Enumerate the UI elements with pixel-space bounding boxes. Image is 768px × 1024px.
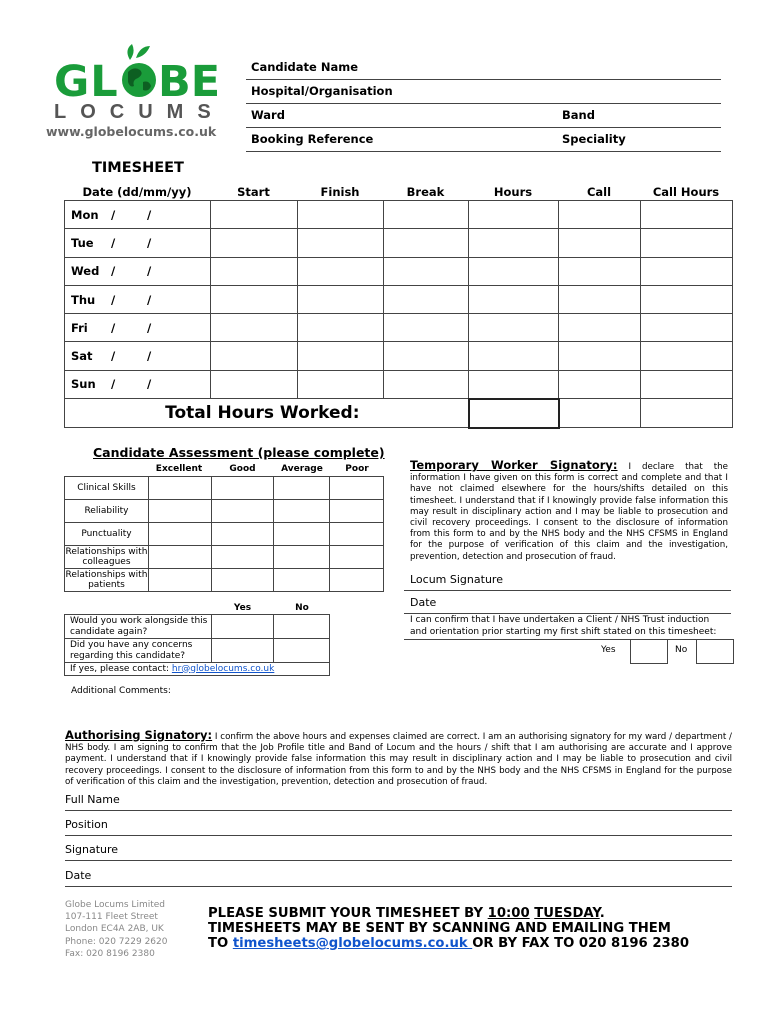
induction-yes-label: Yes — [601, 645, 616, 655]
average-rating-cell[interactable] — [274, 569, 330, 592]
temp-worker-text: I declare that the information I have given on this form is correct and complete and that I have not claimed elsewhere for the hours/shifts detailed on this timesheet. I understand that if I knowingly provide false information this may result in disciplinary action and I may be liable to prosecution and civil recovery proceedings. I consent to the disclosure of information from this form to and by the NHS body and the NHS CFSMS in England for the purpose of verification of this claim and the investigation, prevention, detection and prosecution of fraud. — [410, 462, 728, 562]
contact-prefix: If yes, please contact: — [70, 663, 172, 674]
timesheet-table — [64, 200, 733, 429]
table-row — [65, 615, 330, 639]
field-label: Date — [65, 869, 92, 882]
total-hours-cell[interactable] — [469, 399, 559, 428]
day-date-cell[interactable] — [65, 257, 211, 285]
column-header: Call — [586, 185, 612, 199]
start-cell[interactable] — [211, 314, 298, 342]
yes-checkbox[interactable] — [211, 639, 274, 663]
field-label: Candidate Name — [251, 60, 359, 74]
finish-cell[interactable] — [298, 285, 384, 313]
good-rating-cell[interactable] — [211, 500, 274, 523]
rating-header: Poor — [345, 464, 369, 474]
date-field[interactable] — [65, 864, 732, 887]
induction-no-label: No — [675, 645, 688, 655]
svg-text:GL: GL — [54, 57, 119, 104]
excellent-rating-cell[interactable] — [148, 569, 211, 592]
column-header: Start — [237, 185, 270, 199]
good-rating-cell[interactable] — [211, 569, 274, 592]
timesheet-row — [65, 314, 733, 342]
poor-rating-cell[interactable] — [330, 477, 384, 500]
website-url[interactable]: www.globelocums.co.uk — [46, 124, 217, 139]
total-callhours-cell[interactable] — [641, 399, 733, 428]
finish-cell[interactable] — [298, 201, 384, 229]
day-label: Mon — [71, 207, 99, 222]
candidate-name-field[interactable] — [246, 55, 721, 80]
submit-time: 10:00 — [487, 906, 530, 921]
no-checkbox[interactable] — [274, 639, 330, 663]
good-rating-cell[interactable] — [211, 546, 274, 569]
finish-cell[interactable] — [298, 370, 384, 398]
company-address — [65, 899, 167, 960]
submit-day: TUESDAY — [534, 906, 600, 921]
assessment-title: Candidate Assessment (please complete) — [93, 445, 385, 460]
day-date-cell[interactable] — [65, 229, 211, 257]
submit-text: . — [599, 906, 605, 921]
date-slash: / — [147, 292, 152, 307]
authorising-declaration — [65, 730, 732, 788]
assessment-row — [65, 546, 384, 569]
hours-cell[interactable] — [469, 285, 559, 313]
globe-icon — [122, 44, 156, 97]
assessment-table — [64, 476, 384, 592]
hours-cell[interactable] — [469, 342, 559, 370]
hours-cell[interactable] — [469, 314, 559, 342]
table-row — [65, 639, 330, 663]
day-label: Tue — [71, 235, 94, 250]
call-cell[interactable] — [559, 342, 641, 370]
day-label: Wed — [71, 264, 100, 279]
criterion-label: Relationships with colleagues — [65, 547, 148, 567]
total-call-cell[interactable] — [559, 399, 641, 428]
address-line: Fax: 020 8196 2380 — [65, 948, 155, 959]
timesheet-row — [65, 370, 733, 398]
field-label: Ward — [251, 108, 285, 122]
excellent-rating-cell[interactable] — [148, 477, 211, 500]
address-line: Phone: 020 7229 2620 — [65, 936, 168, 947]
additional-comments-label: Additional Comments: — [71, 686, 171, 696]
date-slash: / — [147, 207, 152, 222]
excellent-rating-cell[interactable] — [148, 546, 211, 569]
field-label: Full Name — [65, 793, 120, 806]
contact-email-link[interactable]: hr@globelocums.co.uk — [171, 663, 275, 674]
assessment-row — [65, 500, 384, 523]
feedback-table — [64, 614, 330, 676]
yes-header: Yes — [233, 603, 252, 613]
field-label: Band — [562, 108, 595, 122]
day-label: Sat — [71, 349, 93, 364]
date-slash: / — [111, 349, 116, 364]
address-line: Globe Locums Limited — [65, 900, 165, 910]
date-slash: / — [147, 320, 152, 335]
start-cell[interactable] — [211, 285, 298, 313]
finish-cell[interactable] — [298, 314, 384, 342]
hospital-field[interactable] — [246, 79, 721, 104]
timesheet-row — [65, 285, 733, 313]
criterion-label: Reliability — [65, 500, 149, 523]
submit-instructions — [208, 906, 689, 951]
date-slash: / — [111, 235, 116, 250]
address-line: 107-111 Fleet Street — [65, 912, 158, 923]
ward-band-field[interactable] — [246, 103, 721, 128]
column-header: Break — [406, 185, 445, 199]
break-cell[interactable] — [384, 229, 469, 257]
logo-subtext — [52, 99, 232, 127]
poor-rating-cell[interactable] — [330, 523, 384, 546]
field-label: Date — [410, 596, 437, 609]
good-rating-cell[interactable] — [211, 523, 274, 546]
date-slash: / — [111, 207, 116, 222]
start-cell[interactable] — [211, 257, 298, 285]
hours-cell[interactable] — [469, 229, 559, 257]
finish-cell[interactable] — [298, 342, 384, 370]
break-cell[interactable] — [384, 370, 469, 398]
finish-cell[interactable] — [298, 257, 384, 285]
day-date-cell[interactable] — [65, 370, 211, 398]
field-label: Hospital/Organisation — [251, 84, 393, 98]
day-label: Thu — [71, 292, 96, 307]
column-header: Finish — [320, 185, 360, 199]
assessment-row — [65, 523, 384, 546]
rating-header: Excellent — [155, 464, 203, 474]
date-slash: / — [147, 349, 152, 364]
good-rating-cell[interactable] — [211, 477, 274, 500]
authorising-title: Authorising Signatory: — [65, 728, 213, 742]
call-cell[interactable] — [559, 257, 641, 285]
call-hours-cell[interactable] — [641, 342, 733, 370]
call-cell[interactable] — [559, 285, 641, 313]
average-rating-cell[interactable] — [274, 523, 330, 546]
call-hours-cell[interactable] — [641, 201, 733, 229]
total-row — [65, 399, 733, 428]
call-hours-cell[interactable] — [641, 285, 733, 313]
call-cell[interactable] — [559, 229, 641, 257]
criterion-label: Clinical Skills — [65, 477, 149, 500]
call-cell[interactable] — [559, 314, 641, 342]
timesheet-row — [65, 201, 733, 229]
globe-locums-logo — [52, 42, 232, 122]
timesheet-row — [65, 342, 733, 370]
column-header: Date (dd/mm/yy) — [82, 185, 192, 199]
submit-text: TIMESHEETS MAY BE SENT BY SCANNING AND EMAILING THEM — [208, 921, 671, 936]
temp-worker-declaration — [410, 460, 728, 563]
average-rating-cell[interactable] — [274, 500, 330, 523]
svg-text:BE: BE — [158, 57, 221, 104]
date-slash: / — [111, 320, 116, 335]
call-hours-cell[interactable] — [641, 370, 733, 398]
break-cell[interactable] — [384, 342, 469, 370]
day-date-cell[interactable] — [65, 285, 211, 313]
timesheet-row — [65, 257, 733, 285]
timesheet-title: TIMESHEET — [92, 160, 184, 176]
break-cell[interactable] — [384, 314, 469, 342]
column-header: Call Hours — [652, 185, 720, 199]
poor-rating-cell[interactable] — [330, 500, 384, 523]
date-slash: / — [147, 377, 152, 392]
field-label: Position — [65, 818, 108, 831]
break-cell[interactable] — [384, 257, 469, 285]
column-header: Hours — [493, 185, 533, 199]
call-cell[interactable] — [559, 201, 641, 229]
no-header: No — [295, 603, 309, 613]
address-line: London EC4A 2AB, UK — [65, 924, 164, 935]
day-date-cell[interactable] — [65, 314, 211, 342]
table-row — [65, 663, 330, 676]
yes-checkbox[interactable] — [211, 615, 274, 639]
rating-header: Average — [281, 464, 323, 474]
day-label: Sun — [71, 377, 96, 392]
induction-confirm-text: I can confirm that I have undertaken a Client / NHS Trust induction and orientation prior starting my first shift stated on this timesheet: — [410, 615, 717, 637]
signature-field[interactable] — [65, 838, 732, 861]
day-date-cell[interactable] — [65, 201, 211, 229]
start-cell[interactable] — [211, 201, 298, 229]
average-rating-cell[interactable] — [274, 477, 330, 500]
date-slash: / — [111, 264, 116, 279]
svg-text:LOCUMS: LOCUMS — [54, 101, 225, 123]
break-cell[interactable] — [384, 201, 469, 229]
full-name-field[interactable] — [65, 788, 732, 811]
position-field[interactable] — [65, 813, 732, 836]
temp-worker-title: Temporary Worker Signatory: — [410, 458, 618, 472]
day-date-cell[interactable] — [65, 342, 211, 370]
excellent-rating-cell[interactable] — [148, 500, 211, 523]
question-label: Did you have any concerns regarding this candidate? — [65, 639, 212, 663]
average-rating-cell[interactable] — [274, 546, 330, 569]
day-label: Fri — [71, 320, 88, 335]
hours-cell[interactable] — [469, 370, 559, 398]
timesheet-row — [65, 229, 733, 257]
criterion-label: Punctuality — [65, 523, 149, 546]
date-slash: / — [111, 377, 116, 392]
locum-date-field[interactable] — [404, 596, 731, 614]
field-label: Booking Reference — [251, 132, 374, 146]
submit-text: OR BY FAX TO 020 8196 2380 — [472, 936, 690, 951]
start-cell[interactable] — [211, 229, 298, 257]
date-slash: / — [111, 292, 116, 307]
assessment-row — [65, 569, 384, 592]
assessment-row — [65, 477, 384, 500]
field-label: Signature — [65, 843, 119, 856]
submit-text: PLEASE SUBMIT YOUR TIMESHEET BY — [208, 906, 488, 921]
call-hours-cell[interactable] — [641, 314, 733, 342]
no-checkbox[interactable] — [274, 615, 330, 639]
contact-line — [65, 663, 330, 676]
timesheets-email-link[interactable]: timesheets@globelocums.co.uk — [232, 936, 473, 951]
hours-cell[interactable] — [469, 257, 559, 285]
submit-text: TO — [208, 936, 233, 951]
finish-cell[interactable] — [298, 229, 384, 257]
divider — [404, 639, 731, 640]
call-cell[interactable] — [559, 370, 641, 398]
start-cell[interactable] — [211, 370, 298, 398]
poor-rating-cell[interactable] — [330, 569, 384, 592]
call-hours-cell[interactable] — [641, 257, 733, 285]
field-label: Speciality — [562, 132, 626, 146]
induction-no-checkbox[interactable] — [696, 639, 734, 664]
question-label: Would you work alongside this candidate again? — [65, 615, 212, 639]
hours-cell[interactable] — [469, 201, 559, 229]
booking-speciality-field[interactable] — [246, 127, 721, 152]
excellent-rating-cell[interactable] — [148, 523, 211, 546]
locum-signature-field[interactable] — [404, 573, 731, 591]
call-hours-cell[interactable] — [641, 229, 733, 257]
total-hours-label: Total Hours Worked: — [65, 399, 469, 428]
authorising-text: I confirm the above hours and expenses claimed are correct. I am an authorising signatory for my ward / department / NHS body. I am signing to confirm that the Job Profile title and Band of Locum and the hours / shift that I am authorising are accurate and I approve payment. I understand that if I knowingly provide false information this may result in disciplinary action and I may be liable to prosecution and civil recovery proceedings. I consent to the disclosure of information from this form to and by the NHS body and the NHS CFSMS in England for the purpose of verification of this claim and the investigation, prevention, detection and prosecution of fraud. — [65, 732, 732, 787]
field-label: Locum Signature — [410, 573, 503, 586]
date-slash: / — [147, 264, 152, 279]
induction-yes-checkbox[interactable] — [630, 639, 668, 664]
criterion-label: Relationships with patients — [65, 570, 148, 590]
date-slash: / — [147, 235, 152, 250]
start-cell[interactable] — [211, 342, 298, 370]
poor-rating-cell[interactable] — [330, 546, 384, 569]
break-cell[interactable] — [384, 285, 469, 313]
rating-header: Good — [229, 464, 256, 474]
